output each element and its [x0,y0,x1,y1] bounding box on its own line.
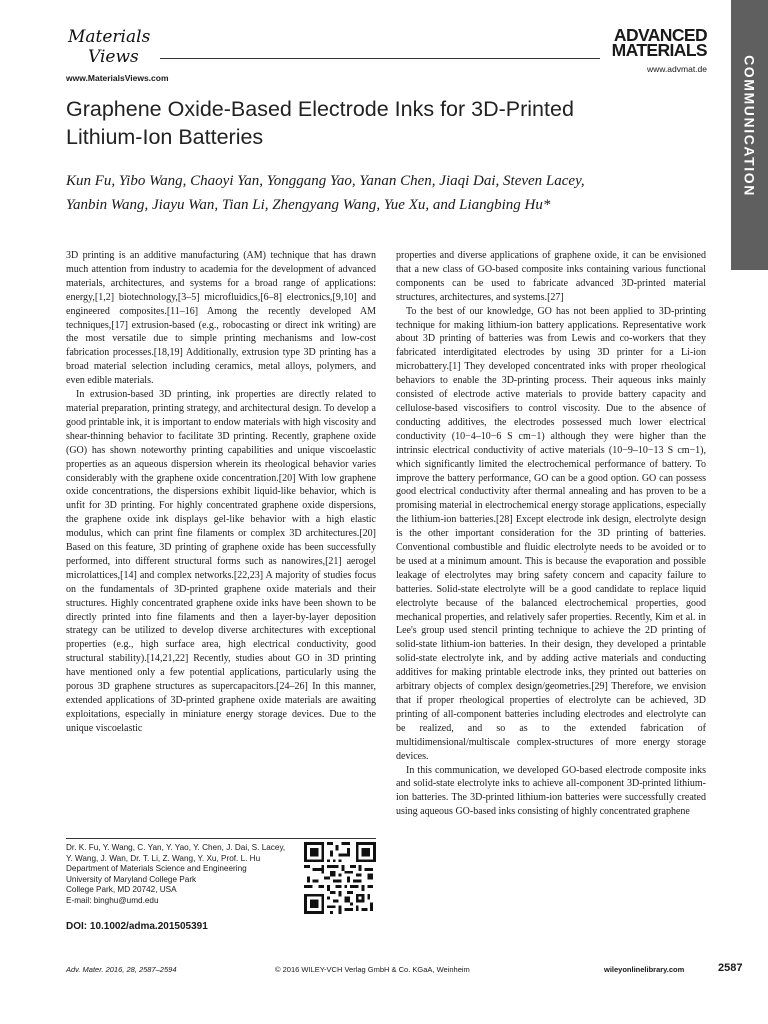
title-line2: Lithium-Ion Batteries [66,125,264,149]
body-column-right [396,249,706,819]
body-paragraph: In extrusion-based 3D printing, ink properties are directly related to material preparation, printing strategy, and architectural design. To develop a good printable ink, it is important to endow materials with high viscosity and shear-thinning behavior to facilitate 3D printing. Recently, graphene oxide (GO) has shown noteworthy printing capabilities and unique viscoelastic properties as an aqueous dispersion wherein its rheological behavior varies considerably with the graphene oxide concentration.[20] With low graphene oxide concentrations, the dispersions exhibit liquid-like behavior, which is unfit for 3D printing. For highly concentrated graphene oxide dispersions, the graphene oxide ink displays gel-like behavior with a high elastic modulus, which can print fine filaments or complex 3D architectures.[20] Based on this feature, 3D printing of graphene oxide has been successfully performed, into different structural forms such as nanowires,[21] aerogel microlattices,[14] and complex networks.[22,23] A majority of studies focus on the fundamentals of 3D-printed graphene oxide materials and their structures. Highly concentrated graphene oxide inks have been shown to be directly printed into fine filaments and then a layer-by-layer deposition strategy can be utilized to develop diverse architectures with exceptional properties (e.g., high surface area, high electrical conductivity, good structural stability).[14,21,22] Recently, studies about GO in 3D printing have mentioned only a few potential applications, particularly using the porous 3D graphene structures as supercapacitors.[24–26] In this manner, extended applications of 3D-printed graphene oxide materials are awaiting exploitations, especially in miniature energy storage devices. Due to the unique viscoelastic [66,389,376,734]
logo-line2: Views [88,47,139,67]
email-link[interactable]: E-mail: binghu@umd.edu [66,895,159,905]
logo-right-line1: ADVANCED [613,25,707,45]
body-paragraph: properties and diverse applications of graphene oxide, it can be envisioned that a new class of GO-based composite inks containing various functional components can be used to fabricate advanced 3D-printed material structures, architectures, and systems.[27] [396,250,706,303]
header-divider [160,58,600,59]
page-number: 2587 [718,962,743,974]
affiliation-line: College Park, MD 20742, USA [66,885,177,895]
materials-views-logo [66,24,156,68]
affiliation-line: Y. Wang, J. Wan, Dr. T. Li, Z. Wang, Y. Xu, Prof. L. Hu [66,853,261,863]
qr-code[interactable] [304,842,376,914]
article-title [66,95,686,151]
title-line1: Graphene Oxide-Based Electrode Inks for 3D-Printed [66,97,574,121]
side-tab-label: COMMUNICATION [741,55,758,197]
communication-side-tab [731,0,768,270]
affiliation-divider [66,838,376,839]
doi-link[interactable]: DOI: 10.1002/adma.201505391 [66,921,208,932]
logo-right-line2: MATERIALS [611,40,707,60]
body-paragraph: To the best of our knowledge, GO has not been applied to 3D-printing technique for making lithium-ion battery applications. Representative work about 3D printing of batteries was from Lewis and co-workers that they fabricated interdigitated electrodes by using 3D printer for a Li-ion microbattery.[1] They developed concentrated inks with proper rheological behaviors to enable the 3D-printing process. Their aqueous inks mainly consisted of electrode active materials to provide battery capacity and cellulose-based viscosifiers to control viscosity. Due to the absence of conducting additives, the electrodes possessed much lower electrical conductivity (10−4–10−6 S cm−1) although they were higher than the intrinsic electrical conductivity of active materials (10−9–10−13 S cm−1), which significantly limited the electrochemical performance of battery. To improve the battery performance, GO can be a good option. GO can possess good electrical conductivity after thermal annealing and has proven to be a promising material in electrochemical energy storage applications, especially the lithium-ion batteries.[28] Except electrode ink design, electrolyte design is the other important consideration for the 3D printing of batteries. Conventional combustible and fluidic electrolyte needs to be avoided or to be used at a minimum amount. This is because the evaporation and possible leakage of electrolytes may bring safety concern and capacity failure to batteries. Solid-state electrolyte will be a good candidate to replace liquid electrolyte because of the balanced electrochemical properties, good mechanical properties, and relatively safer properties. Recently, Kim et al. in Lee's group used stencil printing technique to achieve the 2D printing of solid-state lithium-ion batteries. In their design, they developed a printable solid-state electrolyte ink, and by adding active materials and conducting additives for making printable electrode inks, they printed out batteries on arbitrary objects of complex design/geometries.[29] Therefore, we envision that if proper rheological properties of electrolyte can be achieved, 3D printing of all-component batteries including electrodes and electrolyte can be realized, and so as to the extended fabrication of multidimensional/multiscale complex-structures of more energy storage devices. [396,305,706,762]
affiliation-line: University of Maryland College Park [66,874,197,884]
wiley-online-library-link[interactable]: wileyonlinelibrary.com [604,965,685,974]
author-affiliation [66,843,306,907]
author-list [66,169,706,217]
advmat-url[interactable]: www.advmat.de [647,64,707,74]
logo-line1: Materials [68,27,151,47]
journal-citation: Adv. Mater. 2016, 28, 2587–2594 [66,965,177,974]
affiliation-line: Department of Materials Science and Engineering [66,864,247,874]
affiliation-line: Dr. K. Fu, Y. Wang, C. Yan, Y. Yao, Y. Chen, J. Dai, S. Lacey, [66,843,286,852]
authors-line1: Kun Fu, Yibo Wang, Chaoyi Yan, Yonggang Yao, Yanan Chen, Jiaqi Dai, Steven Lacey, [66,173,585,189]
body-paragraph: 3D printing is an additive manufacturing (AM) technique that has drawn much attention from industry to academia for the development of advanced materials, architectures, and systems for a broad range of applications: energy,[1,2] biotechnology,[3–5] microfluidics,[6–8] electronics,[9,10] and engineered composites.[11–16] Among the recently developed AM techniques,[17] extrusion-based (e.g., robocasting or direct ink writing) are the most versatile due to simple printing mechanisms and low-cost fabrication processes.[18,19] Additionally, extrusion type 3D printing has a broad material selection including ceramics, metal alloys, polymers, and even edible materials. [66,250,376,387]
body-paragraph: In this communication, we developed GO-based electrode composite inks and solid-state electrolyte inks to achieve all-component 3D-printed lithium-ion batteries. The 3D-printed lithium-ion batteries were successfully created using aqueous GO-based inks consisting of highly concentrated graphene [396,764,706,818]
body-column-left [66,249,376,736]
copyright-notice: © 2016 WILEY-VCH Verlag GmbH & Co. KGaA, Weinheim [275,965,470,974]
materials-views-url[interactable]: www.MaterialsViews.com [66,73,169,83]
advanced-materials-logo [603,25,707,60]
authors-line2: Yanbin Wang, Jiayu Wan, Tian Li, Zhengyang Wang, Yue Xu, and Liangbing Hu* [66,197,551,213]
